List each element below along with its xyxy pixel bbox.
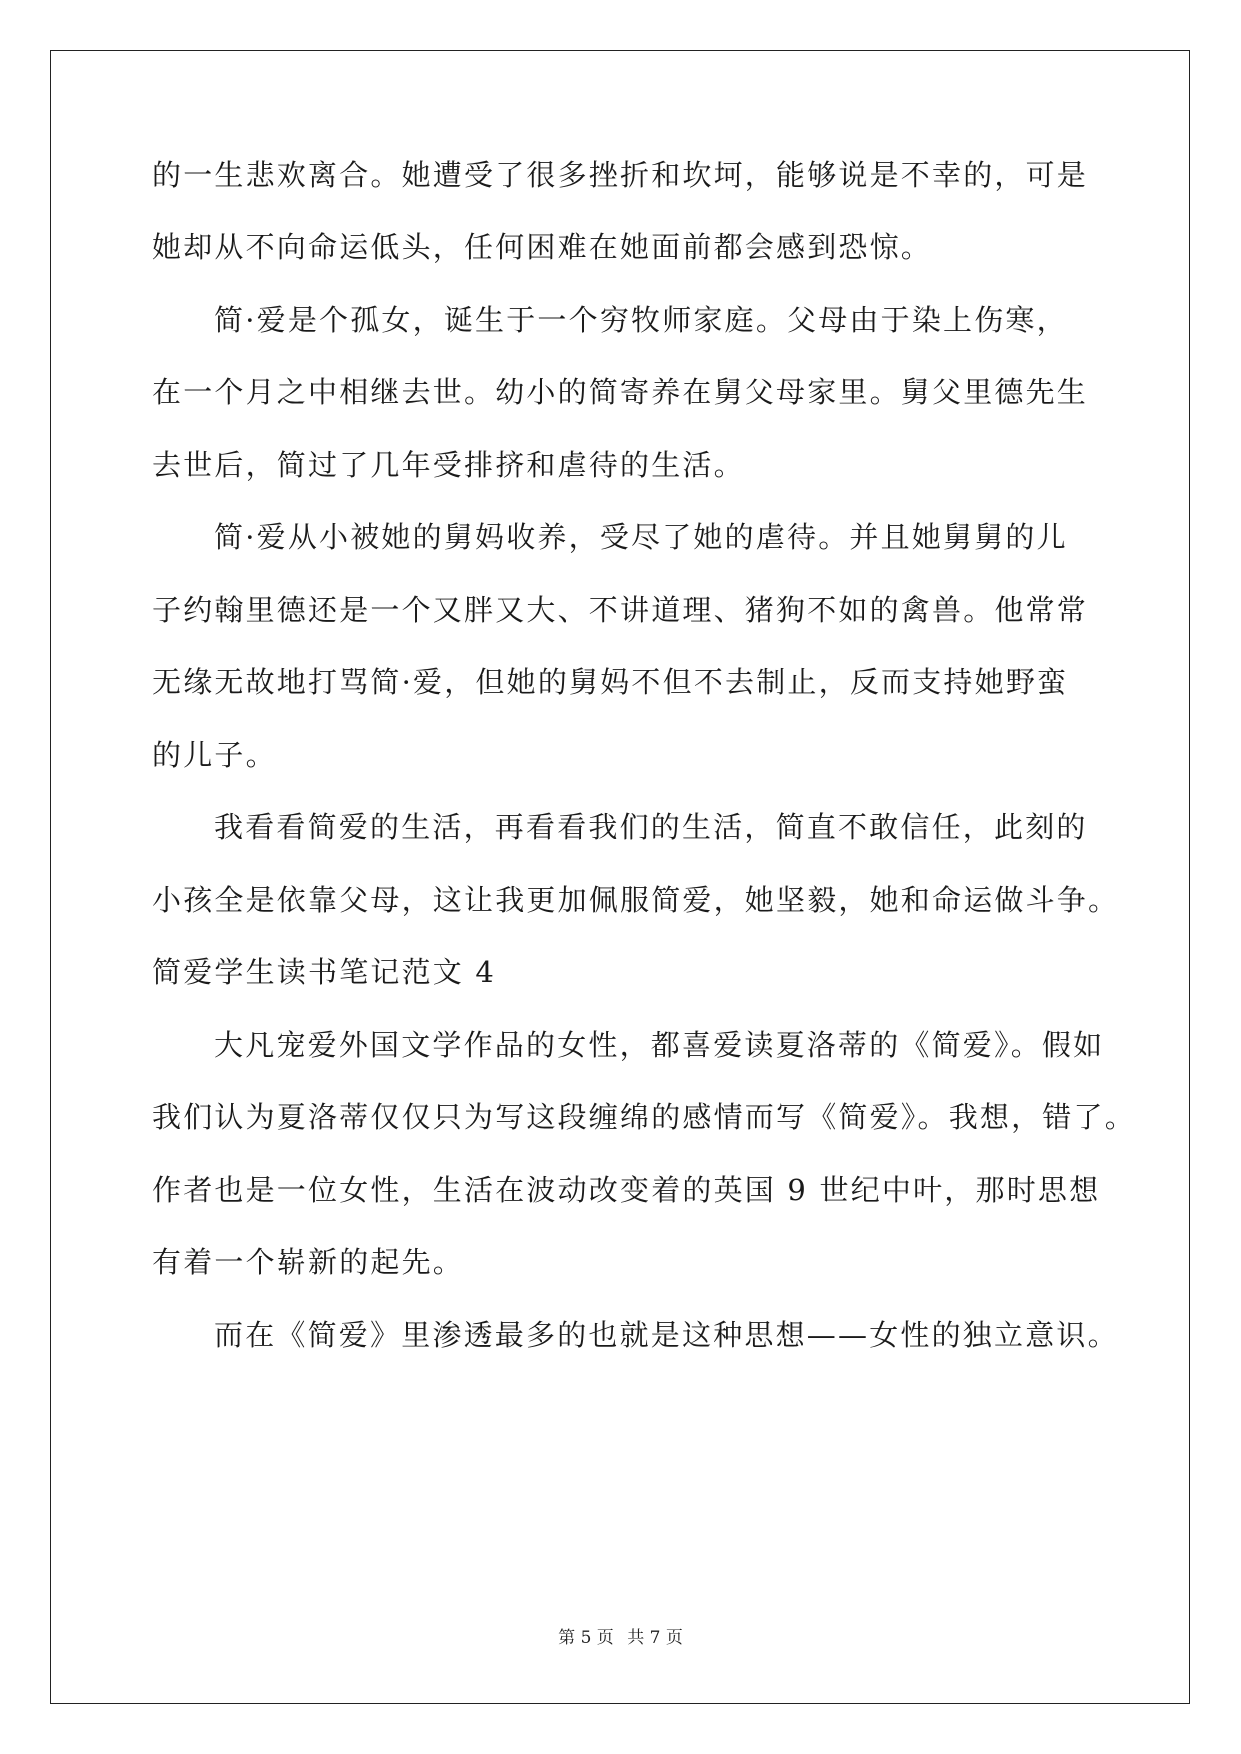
text-line: 去世后，简过了几年受排挤和虐待的生活。 — [152, 448, 745, 482]
paragraph-start: 我看看简爱的生活，再看看我们的生活，简直不敢信任，此刻的 — [214, 810, 1088, 844]
text-line: 子约翰里德还是一个又胖又大、不讲道理、猪狗不如的禽兽。他常常 — [152, 593, 1089, 627]
page-border — [50, 50, 1190, 1704]
text-line: 的一生悲欢离合。她遭受了很多挫折和坎坷，能够说是不幸的，可是 — [152, 158, 1089, 192]
text-line: 有着一个崭新的起先。 — [152, 1245, 465, 1279]
text-line: 我们认为夏洛蒂仅仅只为写这段缠绵的感情而写《简爱》。我想，错了。 — [152, 1100, 1136, 1134]
text-line: 的儿子。 — [152, 738, 277, 772]
page-footer — [0, 1623, 1241, 1648]
text-line: 无缘无故地打骂简·爱，但她的舅妈不但不去制止，反而支持她野蛮 — [152, 665, 1069, 699]
text-line: 作者也是一位女性，生活在波动改变着的英国 9 世纪中叶，那时思想 — [152, 1173, 1101, 1207]
section-heading: 简爱学生读书笔记范文 4 — [152, 955, 497, 989]
paragraph-start: 简·爱是个孤女，诞生于一个穷牧师家庭。父母由于染上伤寒， — [214, 303, 1068, 337]
paragraph-start: 简·爱从小被她的舅妈收养，受尽了她的虐待。并且她舅舅的儿 — [214, 520, 1068, 554]
text-line: 小孩全是依靠父母，这让我更加佩服简爱，她坚毅，她和命运做斗争。 — [152, 883, 1120, 917]
page-total: 共 7 页 — [627, 1628, 683, 1648]
paragraph-start: 而在《简爱》里渗透最多的也就是这种思想——女性的独立意识。 — [214, 1318, 1119, 1352]
paragraph-start: 大凡宠爱外国文学作品的女性，都喜爱读夏洛蒂的《简爱》。假如 — [214, 1028, 1105, 1062]
text-line: 在一个月之中相继去世。幼小的简寄养在舅父母家里。舅父里德先生 — [152, 375, 1089, 409]
page-number: 第 5 页 — [558, 1628, 614, 1648]
text-line: 她却从不向命运低头，任何困难在她面前都会感到恐惊。 — [152, 230, 933, 264]
